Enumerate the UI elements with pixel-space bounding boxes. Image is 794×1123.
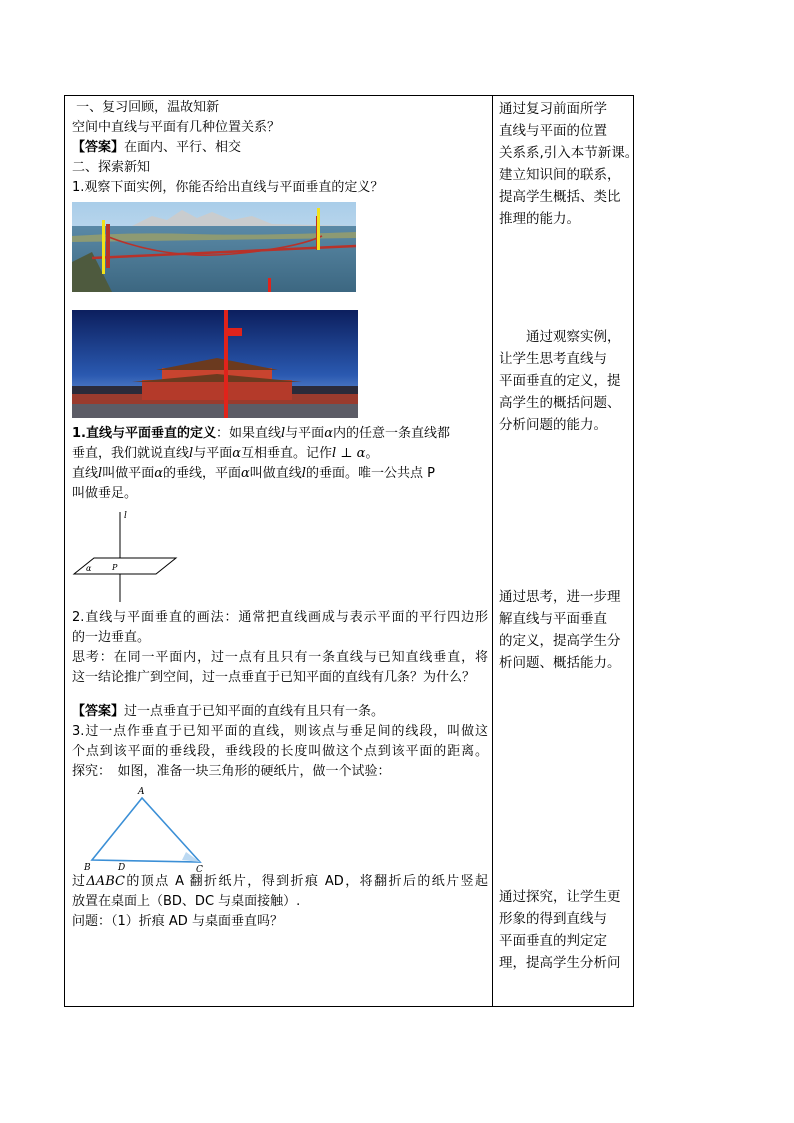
- fig1-label-l: l: [124, 511, 127, 521]
- note-line: 理，提高学生分析问: [499, 955, 621, 971]
- bridge-photo: [72, 202, 356, 292]
- note-line: 析问题、概括能力。: [499, 655, 621, 671]
- perpendicular-figure: [72, 508, 192, 604]
- fig2-label-d: D: [118, 863, 126, 872]
- note-observe: [499, 326, 631, 436]
- note-line: 分析问题的能力。: [499, 417, 607, 433]
- note-line: 形象的得到直线与: [499, 911, 607, 927]
- review-question: 空间中直线与平面有几种位置关系？: [72, 120, 281, 135]
- fig1-label-alpha: α: [86, 564, 92, 573]
- definition-line-3: 直线l叫做平面α的垂线，平面α叫做直线l的垂面。唯一公共点 P: [72, 466, 435, 481]
- answer-2: 【答案】过一点垂直于已知平面的直线有且只有一条。: [72, 704, 385, 719]
- fig2-label-b: B: [84, 863, 91, 872]
- explore-line: 探究： 如图，准备一块三角形的硬纸片，做一个试验：: [72, 764, 391, 779]
- definition-line-2: 垂直，我们就说直线l与平面α互相垂直。记作l ⊥ α。: [72, 446, 379, 461]
- fig2-label-a: A: [138, 787, 145, 797]
- definition-line-1: 1.直线与平面垂直的定义：如果直线l与平面α内的任意一条直线都: [72, 426, 450, 441]
- note-line: 关系系,引入本节新课。: [499, 145, 639, 161]
- fold-line-1: 过ΔABC的顶点 A 翻折纸片，得到折痕 AD，将翻折后的纸片竖起: [72, 874, 488, 889]
- note-line: 平面垂直的定义，提: [499, 373, 621, 389]
- fold-line-2: 放置在桌面上（BD、DC 与桌面接触）.: [72, 894, 301, 909]
- note-line: 通过复习前面所学: [499, 101, 607, 117]
- note-line: 解直线与平面垂直: [499, 611, 607, 627]
- note-line: 提高学生概括、类比: [499, 189, 621, 205]
- notes-column: [499, 98, 639, 974]
- note-line: 的定义，提高学生分: [499, 633, 621, 649]
- definition-line-4: 叫做垂足。: [72, 486, 138, 501]
- note-line: 通过观察实例，: [499, 329, 621, 345]
- note-review: [499, 98, 639, 230]
- answer-1: 【答案】在面内、平行、相交: [72, 140, 242, 155]
- note-line: 直线与平面的位置: [499, 123, 607, 139]
- note-line: 建立知识间的联系，: [499, 167, 621, 183]
- think-line-2: 这一结论推广到空间，过一点垂直于已知平面的直线有几条？为什么？: [72, 670, 476, 685]
- section-heading-explore: 二、探索新知: [72, 160, 151, 175]
- note-line: 让学生思考直线与: [499, 351, 607, 367]
- note-line: 平面垂直的判定定: [499, 933, 607, 949]
- distance-line-2: 个点到该平面的垂线段，垂线段的长度叫做这个点到该平面的距离。: [72, 744, 488, 759]
- observe-prompt: 1.观察下面实例，你能否给出直线与平面垂直的定义？: [72, 180, 384, 195]
- tiananmen-photo: [72, 310, 358, 418]
- column-divider: [492, 96, 493, 1006]
- think-line-1: 思考：在同一平面内，过一点有且只有一条直线与已知直线垂直，将: [72, 650, 488, 665]
- section-heading-review: 一、复习回顾，温故知新: [76, 100, 220, 115]
- note-line: 通过思考，进一步理: [499, 589, 621, 605]
- note-line: 通过探究，让学生更: [499, 889, 621, 905]
- note-line: 高学生的概括问题、: [499, 395, 621, 411]
- content-column: [72, 98, 488, 932]
- note-think: [499, 586, 631, 674]
- fig2-label-c: C: [196, 865, 203, 872]
- triangle-figure: [82, 786, 232, 872]
- drawing-method-line-1: 2.直线与平面垂直的画法：通常把直线画成与表示平面的平行四边形: [72, 610, 488, 625]
- question-line: 问题：（1）折痕 AD 与桌面垂直吗？: [72, 914, 283, 929]
- distance-line-1: 3.过一点作垂直于已知平面的直线，则该点与垂足间的线段，叫做这: [72, 724, 488, 739]
- note-line: 推理的能力。: [499, 211, 580, 227]
- drawing-method-line-2: 的一边垂直。: [72, 630, 151, 645]
- fig1-label-p: P: [112, 563, 118, 572]
- lesson-table: [64, 95, 639, 1007]
- note-explore: [499, 886, 631, 974]
